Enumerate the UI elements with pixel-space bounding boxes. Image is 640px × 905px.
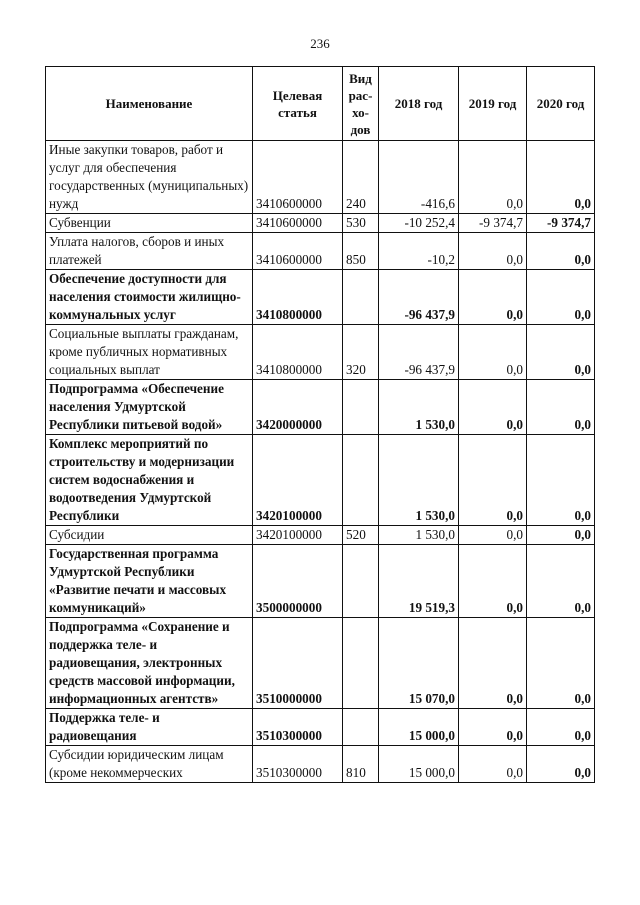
row-2019-cell: 0,0 <box>459 618 527 709</box>
row-2019-cell: 0,0 <box>459 526 527 545</box>
table-row <box>46 325 595 380</box>
row-name-cell: Уплата налогов, сборов и иных платежей <box>46 233 253 270</box>
table-row <box>46 270 595 325</box>
row-article-cell: 3420100000 <box>253 435 343 526</box>
row-name-cell: Субсидии <box>46 526 253 545</box>
row-2018-cell: -96 437,9 <box>379 325 459 380</box>
row-name-cell: Социальные выплаты гражданам, кроме публичных нормативных социальных выплат <box>46 325 253 380</box>
row-article-cell: 3510300000 <box>253 709 343 746</box>
row-2018-cell: 1 530,0 <box>379 526 459 545</box>
row-2020-cell: 0,0 <box>527 233 595 270</box>
row-2020-cell: 0,0 <box>527 270 595 325</box>
row-2019-cell: 0,0 <box>459 380 527 435</box>
budget-table <box>45 66 595 783</box>
row-article-cell: 3510300000 <box>253 746 343 783</box>
row-name-cell: Поддержка теле- и радиовещания <box>46 709 253 746</box>
row-2020-cell: 0,0 <box>527 545 595 618</box>
row-kind-cell: 320 <box>343 325 379 380</box>
row-article-cell: 3510000000 <box>253 618 343 709</box>
row-kind-cell: 530 <box>343 214 379 233</box>
row-kind-cell <box>343 618 379 709</box>
table-row <box>46 380 595 435</box>
row-kind-cell: 520 <box>343 526 379 545</box>
row-name-cell: Комплекс мероприятий по строительству и модернизации систем водоснабжения и водоотведения Удмуртской Республики <box>46 435 253 526</box>
table-row <box>46 233 595 270</box>
row-2018-cell: -10,2 <box>379 233 459 270</box>
row-article-cell: 3420000000 <box>253 380 343 435</box>
row-kind-cell <box>343 380 379 435</box>
row-2020-cell: 0,0 <box>527 435 595 526</box>
row-kind-cell: 850 <box>343 233 379 270</box>
row-name-cell: Субсидии юридическим лицам (кроме некоммерческих <box>46 746 253 783</box>
row-2019-cell: 0,0 <box>459 141 527 214</box>
row-article-cell: 3410600000 <box>253 233 343 270</box>
row-2019-cell: 0,0 <box>459 545 527 618</box>
row-2018-cell: 15 000,0 <box>379 709 459 746</box>
row-name-cell: Субвенции <box>46 214 253 233</box>
row-article-cell: 3410600000 <box>253 214 343 233</box>
row-2018-cell: 15 070,0 <box>379 618 459 709</box>
row-2018-cell: 1 530,0 <box>379 380 459 435</box>
row-kind-cell: 240 <box>343 141 379 214</box>
row-2019-cell: 0,0 <box>459 746 527 783</box>
row-kind-cell <box>343 270 379 325</box>
row-name-cell: Подпрограмма «Обеспечение населения Удмуртской Республики питьевой водой» <box>46 380 253 435</box>
row-2020-cell: 0,0 <box>527 709 595 746</box>
table-row <box>46 709 595 746</box>
row-kind-cell: 810 <box>343 746 379 783</box>
header-2018: 2018 год <box>379 67 459 141</box>
row-2018-cell: -10 252,4 <box>379 214 459 233</box>
table-body <box>46 141 595 783</box>
row-2018-cell: 15 000,0 <box>379 746 459 783</box>
row-kind-cell <box>343 545 379 618</box>
table-row <box>46 141 595 214</box>
row-2018-cell: 1 530,0 <box>379 435 459 526</box>
header-2020: 2020 год <box>527 67 595 141</box>
row-2019-cell: 0,0 <box>459 325 527 380</box>
row-2018-cell: -416,6 <box>379 141 459 214</box>
row-2019-cell: 0,0 <box>459 270 527 325</box>
row-name-cell: Государственная программа Удмуртской Республики «Развитие печати и массовых коммуникаций» <box>46 545 253 618</box>
table-row <box>46 618 595 709</box>
table-row <box>46 545 595 618</box>
row-2020-cell: 0,0 <box>527 618 595 709</box>
row-name-cell: Подпрограмма «Сохранение и поддержка теле- и радиовещания, электронных средств массовой информации, информационных агентств» <box>46 618 253 709</box>
row-2018-cell: -96 437,9 <box>379 270 459 325</box>
row-2020-cell: 0,0 <box>527 746 595 783</box>
table-row <box>46 435 595 526</box>
row-name-cell: Обеспечение доступности для населения стоимости жилищно-коммунальных услуг <box>46 270 253 325</box>
row-kind-cell <box>343 709 379 746</box>
header-name: Наименование <box>46 67 253 141</box>
row-2020-cell: 0,0 <box>527 325 595 380</box>
row-2019-cell: 0,0 <box>459 435 527 526</box>
row-2019-cell: 0,0 <box>459 709 527 746</box>
header-article: Целевая статья <box>253 67 343 141</box>
row-article-cell: 3420100000 <box>253 526 343 545</box>
row-2019-cell: 0,0 <box>459 233 527 270</box>
header-2019: 2019 год <box>459 67 527 141</box>
row-article-cell: 3500000000 <box>253 545 343 618</box>
row-name-cell: Иные закупки товаров, работ и услуг для обеспечения государственных (муниципальных) нужд <box>46 141 253 214</box>
page-number: 236 <box>310 36 330 51</box>
table-row <box>46 526 595 545</box>
row-2019-cell: -9 374,7 <box>459 214 527 233</box>
table-row <box>46 746 595 783</box>
row-2020-cell: 0,0 <box>527 526 595 545</box>
row-2018-cell: 19 519,3 <box>379 545 459 618</box>
table-row <box>46 214 595 233</box>
row-article-cell: 3410800000 <box>253 325 343 380</box>
row-2020-cell: 0,0 <box>527 380 595 435</box>
header-kind: Вид рас-хо-дов <box>343 67 379 141</box>
row-kind-cell <box>343 435 379 526</box>
row-article-cell: 3410600000 <box>253 141 343 214</box>
row-article-cell: 3410800000 <box>253 270 343 325</box>
row-2020-cell: -9 374,7 <box>527 214 595 233</box>
table-header-row <box>46 67 595 141</box>
row-2020-cell: 0,0 <box>527 141 595 214</box>
